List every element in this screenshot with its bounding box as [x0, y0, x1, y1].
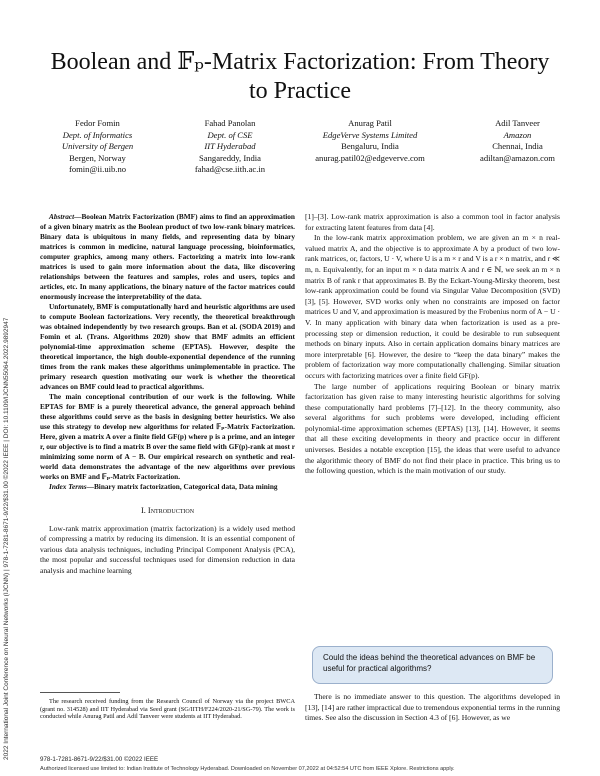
right-paragraph-4: There is no immediate answer to this question. The algorithms developed in [13], [14] are rather impractical due to tremendous exponential terms in the running times. See also the discussion in Section 4.3 of [6]. However, as we [305, 692, 560, 723]
abstract-paragraph-1: —Boolean Matrix Factorization (BMF) aims to find an approximation of a given binary matrix as the Boolean product of two low-rank binary matrices. Binary data is ubiquitous in many fields, and representing data by binary matrices is common in medicine, natural language processing, bioinformatics, computer graphics, among many others. Factorizing a matrix into low-rank matrices is used to gain more information about the data, like discovering relationships between the features and samples, roles and users, topics and articles, etc. In many applications, the binary nature of the factor matrices could enormously increase the interpretability of the data. [40, 212, 295, 301]
right-column [305, 212, 560, 477]
author-city: Chennai, India [492, 141, 543, 152]
footnote-divider [40, 692, 120, 693]
author-2 [160, 118, 300, 176]
right-paragraph-1: [1]–[3]. Low-rank matrix approximation is also a common tool in factor analysis for extracting latent features from data [4]. [305, 212, 560, 232]
index-terms: —Binary matrix factorization, Categorical data, Data mining [86, 482, 278, 491]
abstract-paragraph-2: Unfortunately, BMF is computationally hard and heuristic algorithms are used to compute Boolean factorizations. Very recently, the theoretical breakthrough was obtained independently by two research groups. Ban et al. (SODA 2019) and Fomin et al. (Trans. Algorithms 2020) show that BMF admits an efficient polynomial-time approximation scheme (EPTAS). However, despite the theoretical importance, the high double-exponential dependence of the running times from the rank makes these algorithms unimplementable in practice. The primary research question motivating our work is whether the theoretical advances on BMF could lead to practical algorithms. [40, 302, 295, 391]
author-name: Fahad Panolan [204, 118, 256, 128]
left-column [40, 212, 295, 577]
author-block [30, 118, 590, 180]
research-question-box: Could the ideas behind the theoretical advances on BMF be useful for practical algorithms? [312, 646, 553, 684]
author-email: fomin@ii.uib.no [68, 164, 127, 175]
abstract [40, 212, 295, 492]
author-email: adiltan@amazon.com [480, 152, 555, 163]
author-dept: Dept. of Informatics [62, 129, 133, 140]
index-terms-label: Index Terms [49, 482, 87, 491]
right-paragraph-3: The large number of applications requiring Boolean or binary matrix factorization has given raise to many interesting heuristic algorithms for solving these computationally hard problems [7]–[12]. In the theory community, also several algorithms for such problems were developed, including efficient polynomial-time approximation schemes (EPTAS) [13], [14]. However, it seems that all these exciting developments in theory and practice occur in different universes. Besides a notable exception [15], the ideas that were useful to advance the algorithmic theory of BMF do not find their place in practice. This bring us to the following question, which is the main motivation of our study. [305, 381, 560, 476]
author-org: University of Bergen [61, 141, 134, 152]
author-dept: Amazon [503, 129, 532, 140]
right-paragraph-2: In the low-rank matrix approximation problem, we are given an m × n real-valued matrix A, and the objective is to approximate A by a product of two low-rank matrices, or, factors, U · V, where U is a m × r and V is a r × n matrix, and r ≪ m, n. Equivalently, for an input m × n data matrix A and r ∈ ℕ, we seek an m × n matrix B of rank r that approximates B. By the Eckart-Young-Mirsky theorem, best low-rank approximation could be found via Singular Value Decomposition (SVD) [3], [5]. However, SVD works only when no constraints are imposed on factor matrices U and V, and approximation is measured by the Frobenius norm of A − U · V. In many application with binary data when factorization is used as a pre-processing step or dimension reduction, it could be desirable to run subsequent methods on binary inputs. Also in certain application domains binary matrices are more interpretable [6]. However, the desire to “keep the data binary” makes the problem of factorization way more computationally challenging. Similar situation occurs with factorizing matrices over a finite field GF(p). [305, 233, 561, 380]
right-column-continued [305, 692, 560, 724]
author-1 [30, 118, 165, 176]
author-city: Sangareddy, India [199, 152, 261, 163]
license-line: Authorized licensed use limited to: Indian Institute of Technology Hyderabad. Downloaded on November 07,2022 at 04:52:54 UTC from IEEE Xplore. Restrictions apply. [40, 766, 455, 772]
abstract-label: Abstract [49, 212, 75, 221]
paper-title: Boolean and 𝔽ₚ-Matrix Factorization: From Theory to Practice [50, 49, 550, 104]
author-org: IIT Hyderabad [204, 141, 256, 152]
author-4 [445, 118, 590, 164]
section-heading-introduction: I. Introduction [140, 506, 195, 515]
funding-footnote: The research received funding from the Research Council of Norway via the project BWCA (grant no. 314528) and IIT Hyderabad via Seed grant (SG/IITH/F224/2020-21/SG-79). The work is conducted while Anurag Patil and Adil Tanveer were students at IIT Hyderabad. [40, 698, 295, 721]
intro-paragraph: Low-rank matrix approximation (matrix factorization) is a widely used method of compressing a matrix by reducing its dimension. It is an essential component of various data analysis techniques, including Principal Component Analysis (PCA), the most popular and successful techniques used for dimension reduction in data analysis and machine learning [40, 523, 295, 575]
author-city: Bergen, Norway [69, 152, 126, 163]
author-dept: EdgeVerve Systems Limited [322, 129, 418, 140]
author-email: anurag.patil02@edgeverve.com [315, 152, 425, 163]
author-dept: Dept. of CSE [207, 129, 253, 140]
author-name: Fedor Fomin [75, 118, 120, 128]
author-3 [295, 118, 445, 164]
isbn-line: 978-1-7281-8671-9/22/$31.00 ©2022 IEEE [40, 756, 159, 763]
conference-sidebar: 2022 International Joint Conference on Neural Networks (IJCNN) | 978-1-7281-8671-9/22/$31.00 ©2022 IEEE | DOI: 10.1109/IJCNN55064.2022.9892947 [3, 317, 10, 760]
author-name: Anurag Patil [348, 118, 392, 128]
abstract-paragraph-3: The main conceptional contribution of our work is the following. While EPTAS for BMF is a purely theoretical advance, the general approach behind these algorithms could serve as the basis in designing better heuristics. We also use this strategy to develop new algorithms for related 𝔽ₚ-Matrix Factorization. Here, given a matrix A over a finite field GF(p) where p is a prime, and an integer r, our objective is to find a matrix B over the same field with GF(p)-rank at most r minimizing some norm of A − B. Our empirical research on synthetic and real-world data demonstrates the advantage of the new algorithms over previous works on BMF and 𝔽ₚ-Matrix Factorization. [40, 392, 295, 481]
author-name: Adil Tanveer [495, 118, 540, 128]
author-email: fahad@cse.iith.ac.in [194, 164, 266, 175]
author-city: Bengaluru, India [341, 141, 399, 152]
